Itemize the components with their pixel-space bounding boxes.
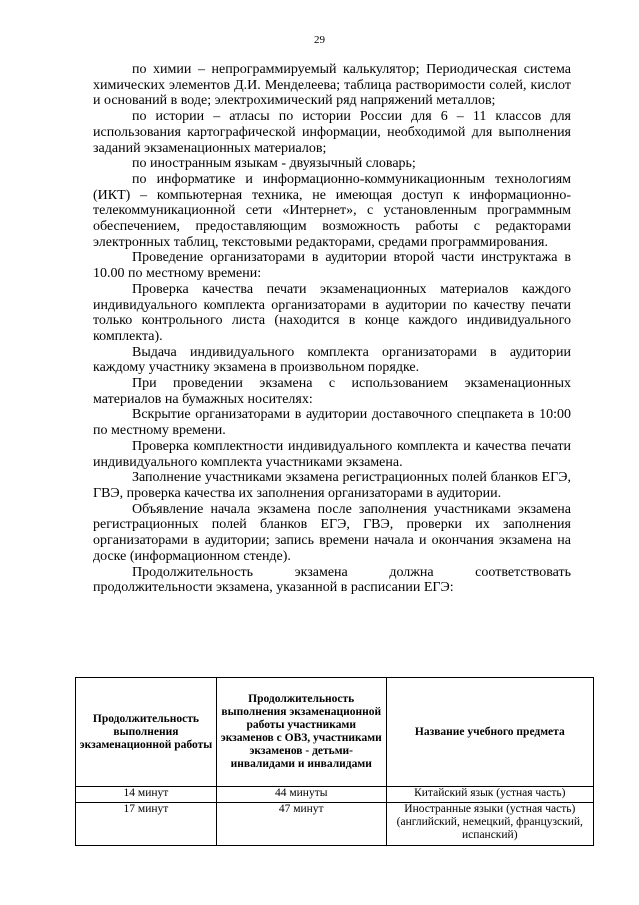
paragraph-history: по истории – атласы по истории России для 6 – 11 классов для использования картографической информации, необходимой для выполнения заданий экзаменационных материалов; (93, 109, 571, 156)
paragraph-briefing: Проведение организаторами в аудитории второй части инструктажа в 10.00 по местному времени: (93, 250, 571, 282)
table-row (76, 803, 594, 846)
cell-duration-ovz: 47 минут (216, 803, 386, 846)
paragraph-distribution: Выдача индивидуального комплекта организаторами в аудитории каждому участнику экзамена в произвольном порядке. (93, 344, 571, 376)
paragraph-exam-start: Объявление начала экзамена после заполнения участниками экзамена регистрационных полей бланков ЕГЭ, ГВЭ, проверки их заполнения организаторами в аудитории; запись времени начала и окончания экзамена на доске (информационном стенде). (93, 501, 571, 564)
cell-duration: 17 минут (76, 803, 217, 846)
document-body (93, 62, 571, 596)
header-duration-ovz: Продолжительность выполнения экзаменационной работы участниками экзаменов с ОВЗ, участниками экзаменов - детьми-инвалидами и инвалидами (216, 678, 386, 787)
header-subject: Название учебного предмета (386, 678, 593, 787)
cell-duration-ovz: 44 минуты (216, 787, 386, 803)
paragraph-duration: Продолжительность экзамена должна соответствовать продолжительности экзамена, указанной в расписании ЕГЭ: (93, 564, 571, 596)
paragraph-paper-materials: При проведении экзамена с использованием экзаменационных материалов на бумажных носителях: (93, 376, 571, 407)
header-duration: Продолжительность выполнения экзаменационной работы (76, 678, 217, 787)
duration-table (75, 677, 594, 846)
paragraph-foreign-languages: по иностранным языкам - двуязычный словарь; (132, 156, 416, 172)
paragraph-registration-fields: Заполнение участниками экзамена регистрационных полей бланков ЕГЭ, ГВЭ, проверка качества их заполнения организаторами в аудитории. (93, 470, 571, 501)
cell-subject: Китайский язык (устная часть) (386, 787, 593, 803)
cell-subject: Иностранные языки (устная часть) (английский, немецкий, французский, испанский) (386, 803, 593, 846)
paragraph-completeness-check: Проверка комплектности индивидуального комплекта и качества печати индивидуального комплекта участниками экзамена. (93, 438, 571, 470)
cell-duration: 14 минут (76, 787, 217, 803)
paragraph-chemistry: по химии – непрограммируемый калькулятор; Периодическая система химических элементов Д.И. Менделеева; таблица растворимости солей, кислот и оснований в воде; электрохимический ряд напряжений металлов; (93, 62, 571, 109)
paragraph-package-opening: Вскрытие организаторами в аудитории доставочного спецпакета в 10:00 по местному времени. (93, 407, 571, 439)
table-row (76, 787, 594, 803)
paragraph-informatics: по информатике и информационно-коммуникационным технологиям (ИКТ) – компьютерная техника, не имеющая доступ к информационно-телекоммуникационной сети «Интернет», с установленным программным обеспечением, предоставляющим возможность работы с редакторами электронных таблиц, текстовыми редакторами, средами программирования. (93, 171, 571, 250)
table-header-row (76, 678, 594, 787)
paragraph-print-check: Проверка качества печати экзаменационных материалов каждого индивидуального комплекта организаторами в аудитории по качеству печати только контрольного листа (находится в конце каждого индивидуального комплекта). (93, 281, 571, 344)
page-number: 29 (314, 34, 325, 46)
